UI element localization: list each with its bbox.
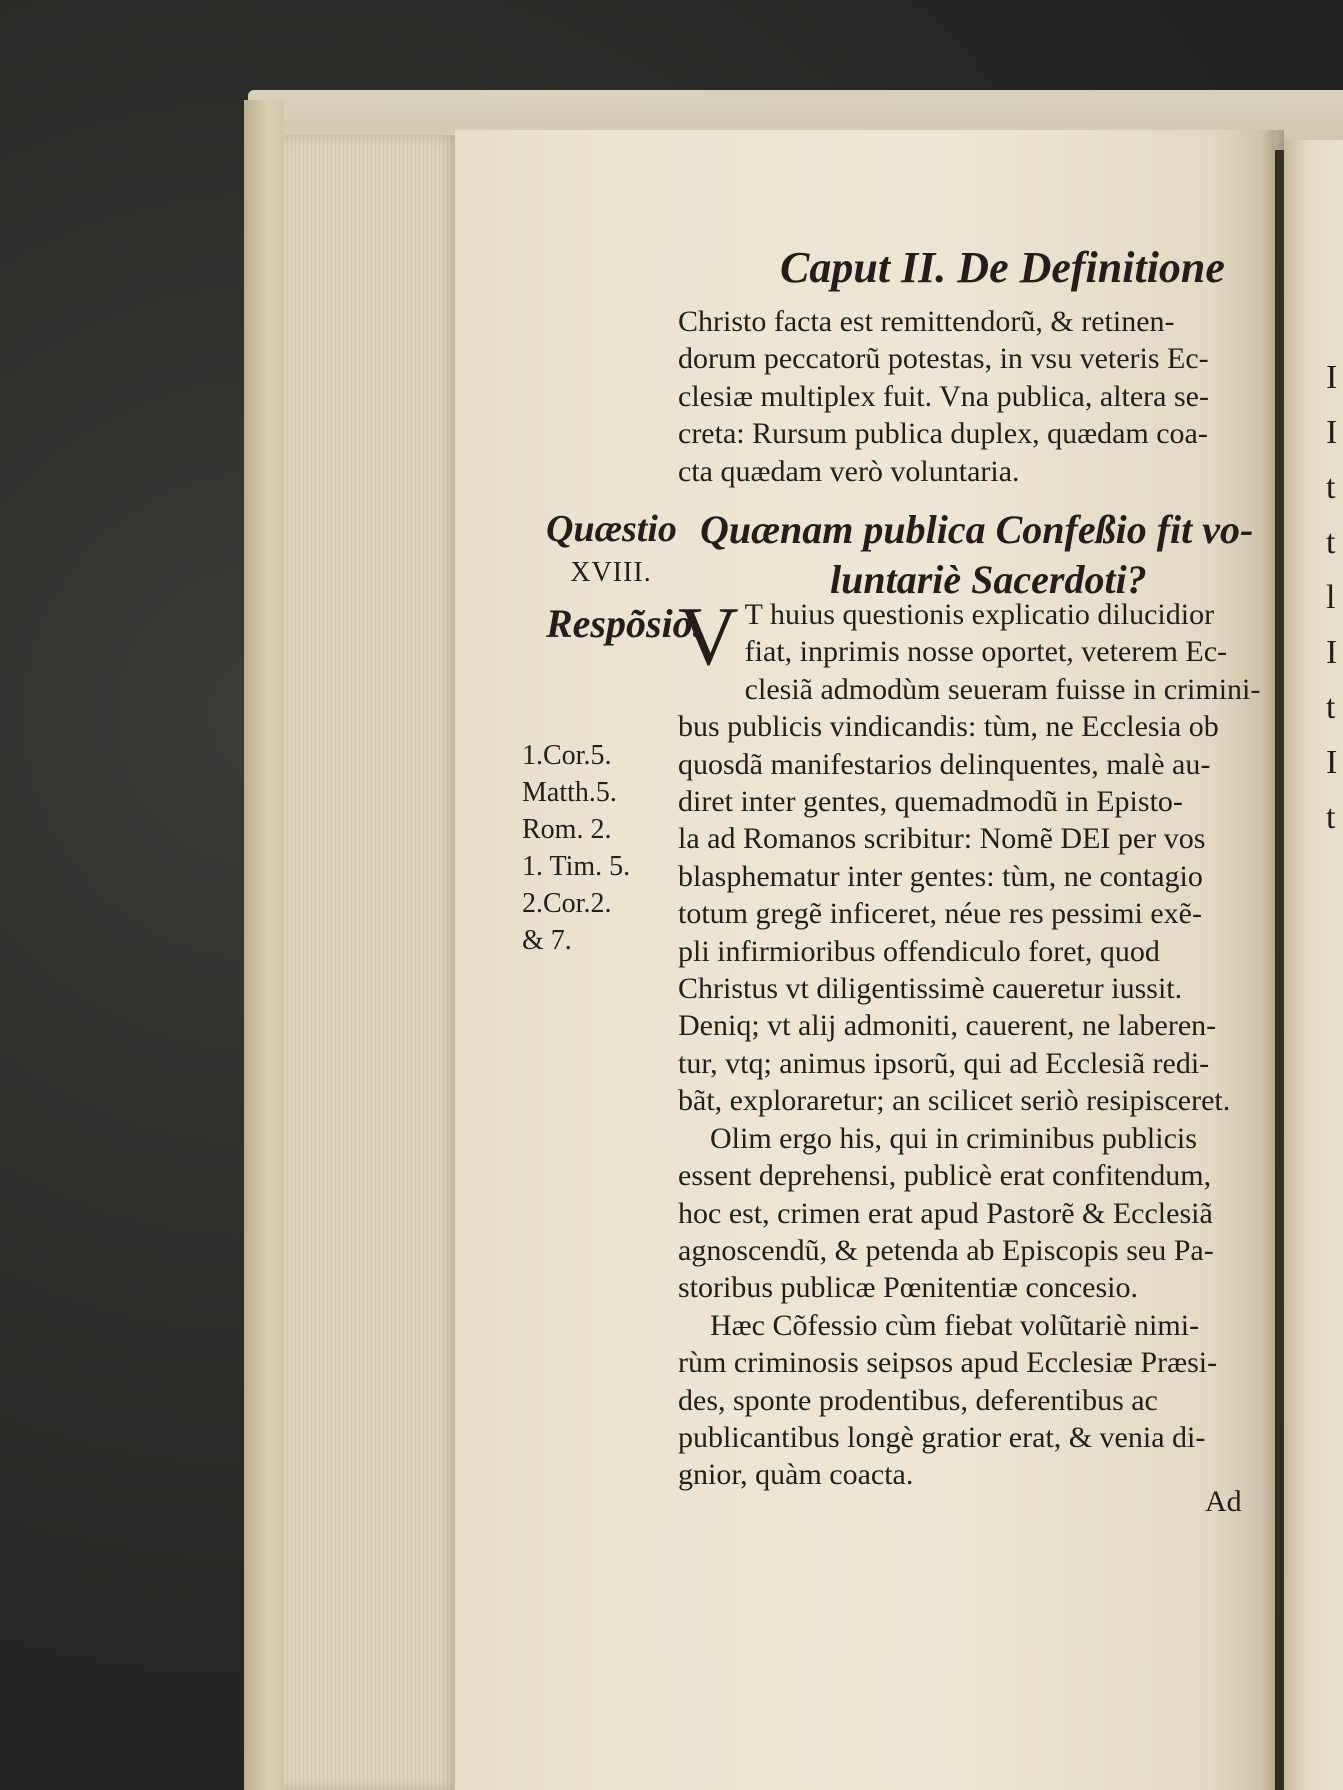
question-heading-line: luntariè Sacerdoti?	[830, 557, 1147, 602]
answer-text	[678, 590, 1261, 1494]
text-line: Christus vt diligentissimè caueretur iussit.	[678, 972, 1183, 1006]
text-line: bus publicis vindicandis: tùm, ne Ecclesia ob	[678, 710, 1219, 744]
text-line: Christo facta est remittendorũ, & retinen-	[678, 305, 1175, 338]
margin-reference: 1. Tim. 5.	[522, 851, 631, 882]
margin-reference: & 7.	[522, 925, 572, 956]
margin-references	[522, 737, 672, 959]
margin-reference: Rom. 2.	[522, 814, 612, 845]
text-line: pli infirmioribus offendiculo foret, quod	[678, 934, 1160, 968]
vellum-cover-spine-edge	[244, 100, 284, 1790]
margin-response-label: Respõsio.	[546, 601, 703, 646]
text-line: quosdã manifestarios delinquentes, malè au-	[678, 747, 1211, 781]
gutter-shadow	[1262, 130, 1284, 1790]
text-line: agnoscendũ, & petenda ab Episcopis seu Pa-	[678, 1233, 1214, 1267]
margin-reference: 1.Cor.5.	[522, 740, 612, 771]
intro-paragraph	[678, 303, 1240, 490]
facing-page-glyph: t	[1326, 689, 1336, 726]
text-line: T huius questionis explicatio dilucidior	[744, 598, 1215, 631]
margin-question	[546, 507, 676, 595]
text-line: totum gregẽ inficeret, néue res pessimi exẽ-	[678, 897, 1202, 931]
text-line: essent deprehensi, publicè erat confitendum,	[678, 1159, 1212, 1193]
text-line: hoc est, crimen erat apud Pastorẽ & Ecclesiã	[678, 1196, 1213, 1230]
drop-cap: V	[678, 590, 739, 683]
text-line: clesiã admodùm seueram fuisse in crimini-	[744, 672, 1261, 706]
facing-page-glyph: I	[1326, 414, 1338, 451]
text-line: la ad Romanos scribitur: Nomẽ DEI per vos	[678, 822, 1206, 856]
text-line: blasphematur inter gentes: tùm, ne contagio	[678, 859, 1203, 893]
page-block-edges	[284, 135, 459, 1790]
facing-page-glyph: I	[1326, 634, 1338, 671]
text-line: bãt, exploraretur; an scilicet seriò resipisceret.	[678, 1084, 1231, 1118]
facing-page-glyph: t	[1326, 799, 1336, 836]
text-line: fiat, inprimis nosse oportet, veterem Ec-	[744, 635, 1228, 669]
catchword: Ad	[1205, 1485, 1242, 1518]
facing-page-glyph: t	[1326, 524, 1336, 561]
margin-reference: Matth.5.	[522, 777, 617, 808]
margin-reference: 2.Cor.2.	[522, 888, 612, 919]
text-line: tur, vtq; animus ipsorũ, qui ad Ecclesiã redi-	[678, 1046, 1210, 1080]
margin-question-number: XVIII.	[570, 557, 652, 588]
margin-question-label: Quæstio	[546, 508, 677, 550]
facing-page-glyph: t	[1326, 469, 1336, 506]
text-line: creta: Rursum publica duplex, quædam coa-	[678, 417, 1208, 451]
facing-page-glyphs	[1326, 350, 1343, 845]
facing-page-glyph: I	[1326, 359, 1338, 396]
text-line: Deniq; vt alij admoniti, cauerent, ne laberen-	[678, 1009, 1217, 1043]
facing-page-glyph: l	[1326, 579, 1336, 616]
running-head: Caput II. De Definitione	[780, 243, 1225, 292]
question-heading-line: Quænam publica Confeßio fit vo-	[700, 507, 1254, 552]
facing-page-glyph: I	[1326, 744, 1338, 781]
text-line: des, sponte prodentibus, deferentibus ac	[678, 1383, 1158, 1417]
text-line: diret inter gentes, quemadmodũ in Episto-	[678, 785, 1183, 819]
text-line: rùm criminosis seipsos apud Ecclesiæ Præsi-	[678, 1346, 1218, 1380]
text-line: Hæc Cõfessio cùm fiebat volũtariè nimi-	[710, 1308, 1200, 1342]
text-line: cta quædam verò voluntaria.	[678, 454, 1020, 488]
text-line: storibus publicæ Pœnitentiæ concesio.	[678, 1271, 1138, 1305]
question-heading	[700, 505, 1254, 605]
text-line: publicantibus longè gratior erat, & venia di-	[678, 1420, 1206, 1454]
text-line: dorum peccatorũ potestas, in vsu veteris Ec-	[678, 342, 1209, 376]
text-line: gnior, quàm coacta.	[678, 1458, 914, 1492]
text-line: clesiæ multiplex fuit. Vna publica, altera se-	[678, 379, 1209, 413]
text-line: Olim ergo his, qui in criminibus publicis	[710, 1121, 1197, 1155]
